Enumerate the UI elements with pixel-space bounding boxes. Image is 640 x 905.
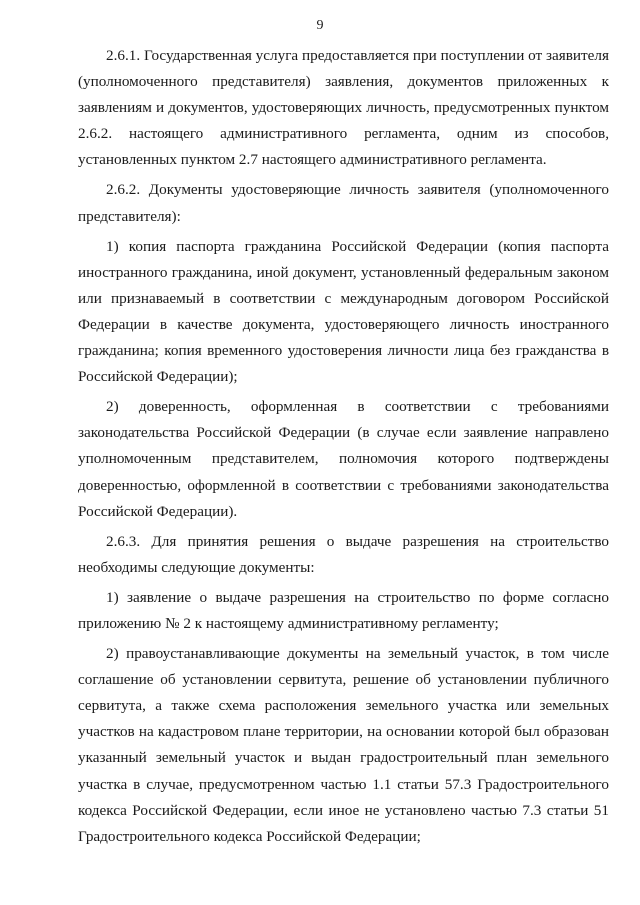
paragraph-2-6-3-item-2: 2) правоустанавливающие документы на земельный участок, в том числе соглашение об установлении сервитута, решение об установлении публичного сервитута, а также схема расположения земельного участка или земельных участков на кадастровом плане территории, на основании которой был образован указанный земельный участок и выдан градостроительный план земельного участка в случае, предусмотренном частью 1.1 статьи 57.3 Градостроительного кодекса Российской Федерации, если иное не установлено частью 7.3 статьи 51 Градостроительного кодекса Российской Федерации;	[78, 645, 609, 845]
document-body	[78, 43, 609, 850]
paragraph-2-6-2: 2.6.2. Документы удостоверяющие личность заявителя (уполномоченного представителя):	[78, 181, 609, 225]
page-number: 9	[316, 18, 324, 33]
paragraph-2-6-2-item-1: 1) копия паспорта гражданина Российской Федерации (копия паспорта иностранного гражданина, иной документ, установленный федеральным законом или признаваемый в соответствии с международным договором Российской Федерации в качестве документа, удостоверяющего личность иностранного гражданина; копия временного удостоверения личности лица без гражданства в Российской Федерации);	[78, 237, 609, 386]
paragraph-2-6-2-item-2: 2) доверенность, оформленная в соответствии с требованиями законодательства Российской Федерации (в случае если заявление направлено уполномоченным представителем, полномочия которого подтверждены доверенностью, оформленной в соответствии с требованиями законодательства Российской Федерации).	[78, 398, 609, 520]
paragraph-2-6-3: 2.6.3. Для принятия решения о выдаче разрешения на строительство необходимы следующие документы:	[78, 532, 609, 576]
paragraph-2-6-3-item-1: 1) заявление о выдаче разрешения на строительство по форме согласно приложению № 2 к настоящему административному регламенту;	[78, 588, 609, 632]
paragraph-2-6-1: 2.6.1. Государственная услуга предоставляется при поступлении от заявителя (уполномоченного представителя) заявления, документов приложенных к заявлениям и документов, удостоверяющих личность, предусмотренных пунктом 2.6.2. настоящего административного регламента, одним из способов, установленных пунктом 2.7 настоящего административного регламента.	[78, 47, 609, 169]
